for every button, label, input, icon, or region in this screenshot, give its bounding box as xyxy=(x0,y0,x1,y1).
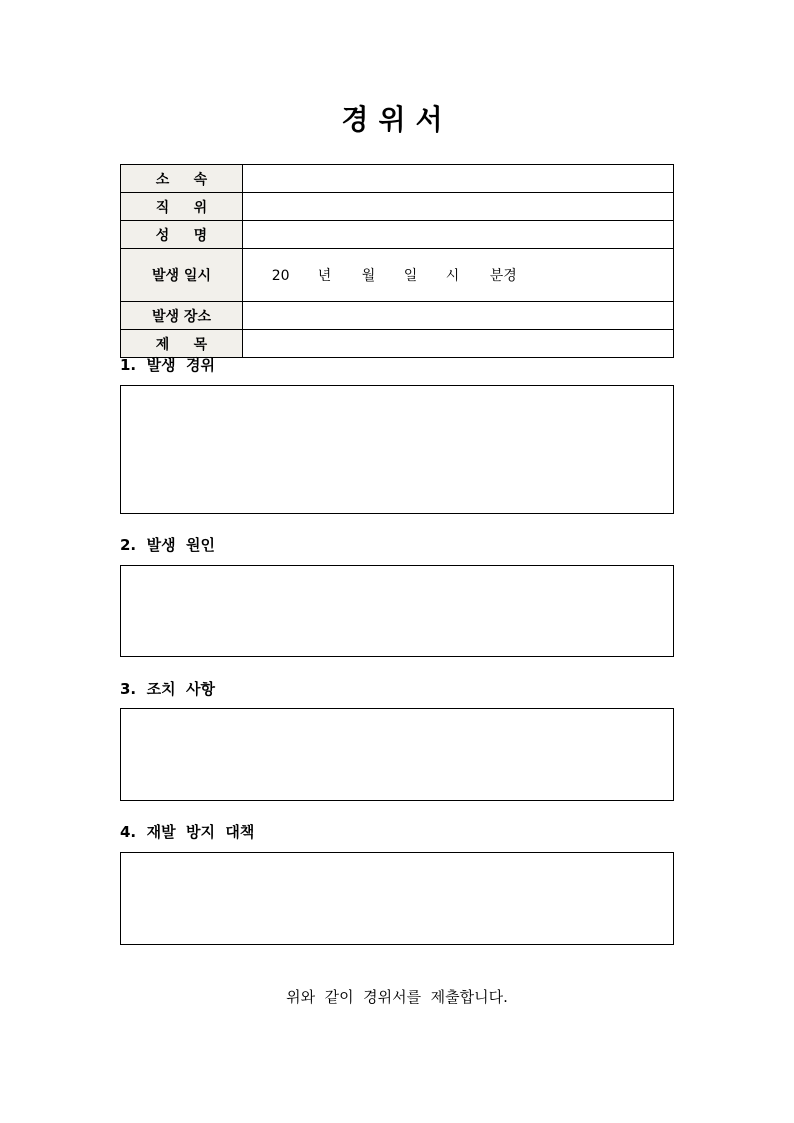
section-heading-actions: 3. 조치 사항 xyxy=(120,680,215,698)
closing-statement: 위와 같이 경위서를 제출합니다. xyxy=(286,988,508,1006)
table-row xyxy=(121,165,674,193)
section-heading-circumstances: 1. 발생 경위 xyxy=(120,356,215,374)
name-field[interactable] xyxy=(243,221,674,249)
label-name: 성 명 xyxy=(121,221,243,249)
datetime-hour: 시 xyxy=(445,268,460,284)
circumstances-box[interactable] xyxy=(120,385,674,514)
actions-box[interactable] xyxy=(120,708,674,801)
info-table xyxy=(120,164,674,358)
label-affiliation: 소 속 xyxy=(121,165,243,193)
table-row xyxy=(121,193,674,221)
prevention-box[interactable] xyxy=(120,852,674,945)
label-occurrence-place: 발생 장소 xyxy=(121,302,243,330)
label-position: 직 위 xyxy=(121,193,243,221)
table-row xyxy=(121,249,674,302)
subject-field[interactable] xyxy=(243,330,674,358)
label-occurrence-datetime: 발생 일시 xyxy=(121,249,243,302)
datetime-year-prefix: 20 xyxy=(271,268,290,284)
document-title: 경위서 xyxy=(341,103,453,136)
table-row xyxy=(121,302,674,330)
section-heading-prevention: 4. 재발 방지 대책 xyxy=(120,823,255,841)
occurrence-datetime-field[interactable] xyxy=(243,249,674,302)
table-row xyxy=(121,221,674,249)
label-subject: 제 목 xyxy=(121,330,243,358)
datetime-day: 일 xyxy=(403,268,418,284)
datetime-year: 년 xyxy=(317,268,332,284)
cause-box[interactable] xyxy=(120,565,674,657)
affiliation-field[interactable] xyxy=(243,165,674,193)
position-field[interactable] xyxy=(243,193,674,221)
datetime-month: 월 xyxy=(361,268,376,284)
section-heading-cause: 2. 발생 원인 xyxy=(120,536,215,554)
datetime-minute: 분경 xyxy=(489,268,517,284)
occurrence-place-field[interactable] xyxy=(243,302,674,330)
